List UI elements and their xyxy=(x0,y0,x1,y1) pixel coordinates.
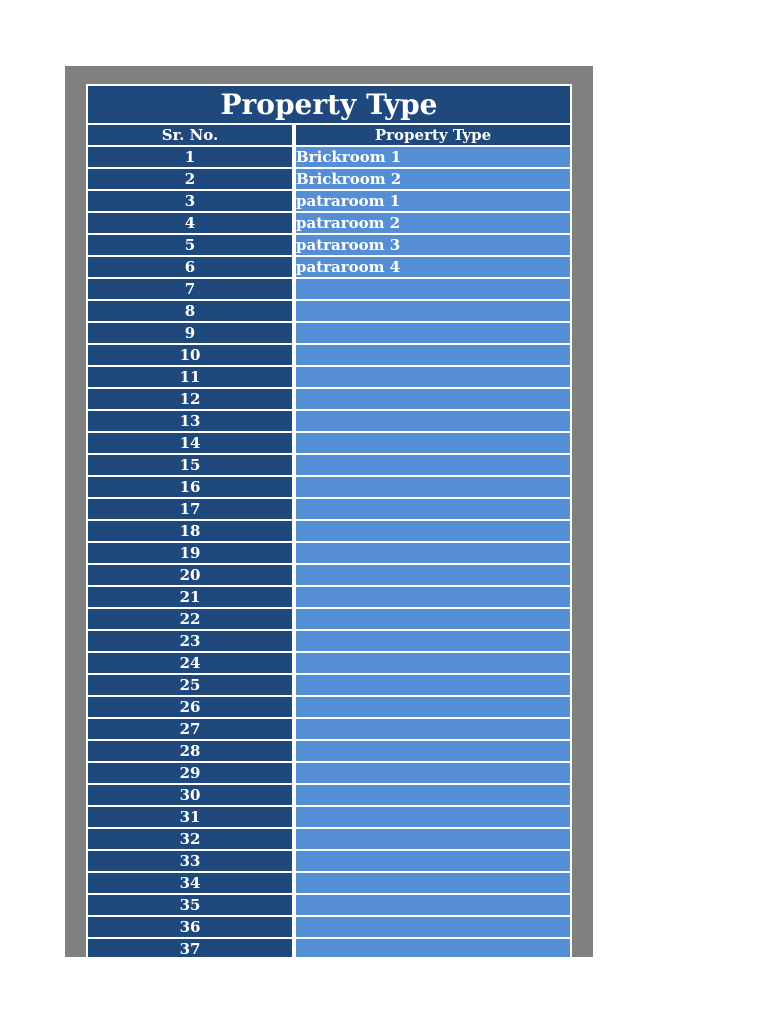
table-row xyxy=(88,411,570,431)
sr-no-cell[interactable]: 2 xyxy=(88,169,292,189)
sr-no-cell[interactable]: 14 xyxy=(88,433,292,453)
table-row xyxy=(88,565,570,585)
property-type-cell[interactable]: Brickroom 2 xyxy=(296,169,570,189)
sr-no-cell[interactable]: 13 xyxy=(88,411,292,431)
header-property-type[interactable]: Property Type xyxy=(296,125,570,145)
sr-no-cell[interactable]: 8 xyxy=(88,301,292,321)
table-row xyxy=(88,455,570,475)
sr-no-cell[interactable]: 23 xyxy=(88,631,292,651)
table-row xyxy=(88,191,570,211)
spreadsheet-page xyxy=(65,66,593,957)
table-row xyxy=(88,939,570,957)
sr-no-cell[interactable]: 34 xyxy=(88,873,292,893)
sr-no-cell[interactable]: 15 xyxy=(88,455,292,475)
property-type-cell[interactable] xyxy=(296,455,570,475)
table-title: Property Type xyxy=(88,86,570,123)
header-sr-no[interactable]: Sr. No. xyxy=(88,125,292,145)
table-row xyxy=(88,631,570,651)
sr-no-cell[interactable]: 24 xyxy=(88,653,292,673)
property-type-cell[interactable] xyxy=(296,675,570,695)
table-row xyxy=(88,873,570,893)
property-type-cell[interactable] xyxy=(296,873,570,893)
property-type-cell[interactable]: patraroom 3 xyxy=(296,235,570,255)
table-row xyxy=(88,741,570,761)
table-row xyxy=(88,895,570,915)
table-row xyxy=(88,147,570,167)
property-type-cell[interactable] xyxy=(296,521,570,541)
sr-no-cell[interactable]: 26 xyxy=(88,697,292,717)
table-row xyxy=(88,807,570,827)
table-row xyxy=(88,257,570,277)
sr-no-cell[interactable]: 9 xyxy=(88,323,292,343)
table-row xyxy=(88,587,570,607)
table-row xyxy=(88,917,570,937)
property-type-cell[interactable] xyxy=(296,631,570,651)
table-row xyxy=(88,279,570,299)
table-row xyxy=(88,785,570,805)
sr-no-cell[interactable]: 19 xyxy=(88,543,292,563)
sr-no-cell[interactable]: 37 xyxy=(88,939,292,957)
property-type-cell[interactable] xyxy=(296,609,570,629)
sr-no-cell[interactable]: 20 xyxy=(88,565,292,585)
property-type-cell[interactable] xyxy=(296,433,570,453)
table-row xyxy=(88,653,570,673)
table-row xyxy=(88,323,570,343)
sr-no-cell[interactable]: 29 xyxy=(88,763,292,783)
sr-no-cell[interactable]: 21 xyxy=(88,587,292,607)
table-row xyxy=(88,433,570,453)
table-row xyxy=(88,301,570,321)
sr-no-cell[interactable]: 25 xyxy=(88,675,292,695)
property-type-cell[interactable] xyxy=(296,565,570,585)
table-row xyxy=(88,697,570,717)
sr-no-cell[interactable]: 12 xyxy=(88,389,292,409)
table-row xyxy=(88,345,570,365)
property-type-cell[interactable] xyxy=(296,807,570,827)
table-row xyxy=(88,543,570,563)
sr-no-cell[interactable]: 11 xyxy=(88,367,292,387)
sr-no-cell[interactable]: 4 xyxy=(88,213,292,233)
sr-no-cell[interactable]: 22 xyxy=(88,609,292,629)
property-type-cell[interactable] xyxy=(296,741,570,761)
property-type-cell[interactable]: patraroom 2 xyxy=(296,213,570,233)
property-type-cell[interactable] xyxy=(296,785,570,805)
sr-no-cell[interactable]: 27 xyxy=(88,719,292,739)
property-type-cell[interactable] xyxy=(296,917,570,937)
sr-no-cell[interactable]: 17 xyxy=(88,499,292,519)
property-type-cell[interactable] xyxy=(296,653,570,673)
table-row xyxy=(88,719,570,739)
sr-no-cell[interactable]: 6 xyxy=(88,257,292,277)
property-type-cell[interactable] xyxy=(296,411,570,431)
property-type-cell[interactable]: patraroom 4 xyxy=(296,257,570,277)
sr-no-cell[interactable]: 32 xyxy=(88,829,292,849)
property-type-cell[interactable] xyxy=(296,345,570,365)
property-type-cell[interactable] xyxy=(296,587,570,607)
property-type-cell[interactable] xyxy=(296,719,570,739)
sr-no-cell[interactable]: 3 xyxy=(88,191,292,211)
sr-no-cell[interactable]: 31 xyxy=(88,807,292,827)
sr-no-cell[interactable]: 5 xyxy=(88,235,292,255)
header-row xyxy=(88,125,570,145)
sr-no-cell[interactable]: 16 xyxy=(88,477,292,497)
sr-no-cell[interactable]: 35 xyxy=(88,895,292,915)
property-type-cell[interactable] xyxy=(296,763,570,783)
property-type-cell[interactable] xyxy=(296,323,570,343)
property-type-cell[interactable] xyxy=(296,895,570,915)
table-row xyxy=(88,521,570,541)
property-type-cell[interactable]: patraroom 1 xyxy=(296,191,570,211)
property-type-cell[interactable] xyxy=(296,851,570,871)
table-row xyxy=(88,609,570,629)
sr-no-cell[interactable]: 10 xyxy=(88,345,292,365)
table-row xyxy=(88,675,570,695)
property-type-cell[interactable] xyxy=(296,543,570,563)
table-row xyxy=(88,477,570,497)
property-type-cell[interactable] xyxy=(296,477,570,497)
table-row xyxy=(88,499,570,519)
sr-no-cell[interactable]: 30 xyxy=(88,785,292,805)
property-type-cell[interactable] xyxy=(296,829,570,849)
table-row xyxy=(88,829,570,849)
sr-no-cell[interactable]: 1 xyxy=(88,147,292,167)
property-type-cell[interactable] xyxy=(296,697,570,717)
sr-no-cell[interactable]: 7 xyxy=(88,279,292,299)
table-row xyxy=(88,389,570,409)
property-type-cell[interactable] xyxy=(296,279,570,299)
property-type-cell[interactable] xyxy=(296,301,570,321)
property-type-cell[interactable]: Brickroom 1 xyxy=(296,147,570,167)
table-row xyxy=(88,851,570,871)
sr-no-cell[interactable]: 18 xyxy=(88,521,292,541)
table-row xyxy=(88,213,570,233)
property-type-cell[interactable] xyxy=(296,939,570,957)
table-row xyxy=(88,367,570,387)
sr-no-cell[interactable]: 28 xyxy=(88,741,292,761)
property-type-cell[interactable] xyxy=(296,499,570,519)
property-type-cell[interactable] xyxy=(296,389,570,409)
property-type-cell[interactable] xyxy=(296,367,570,387)
table-row xyxy=(88,169,570,189)
table-row xyxy=(88,763,570,783)
sr-no-cell[interactable]: 33 xyxy=(88,851,292,871)
table-row xyxy=(88,235,570,255)
sr-no-cell[interactable]: 36 xyxy=(88,917,292,937)
property-type-table xyxy=(86,84,572,957)
